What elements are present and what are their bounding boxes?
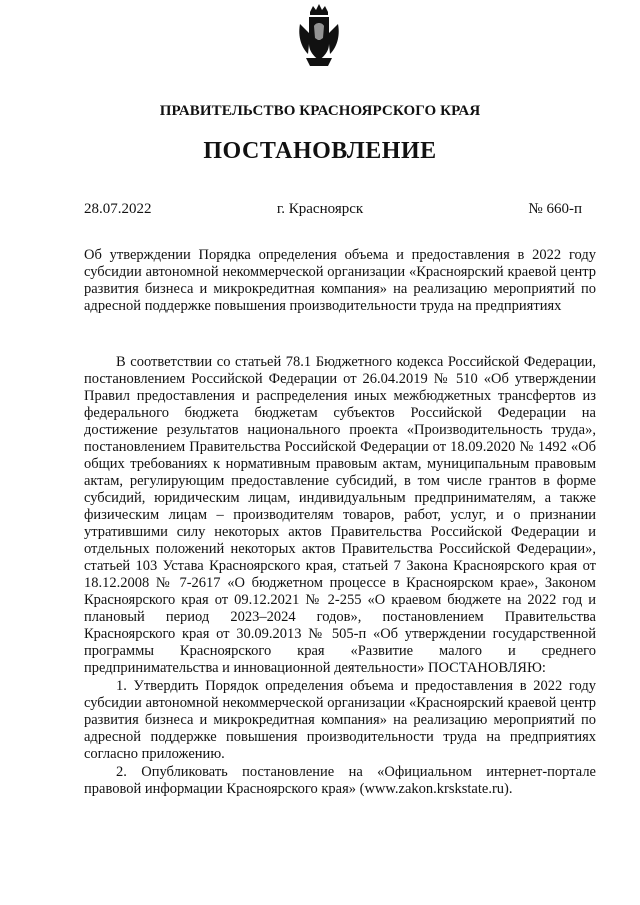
document-date: 28.07.2022 <box>84 201 152 217</box>
document-number: № 660-п <box>528 201 582 217</box>
coat-of-arms-icon <box>296 4 342 68</box>
resolution-item-2: 2. Опубликовать постановление на «Официальном интернет-портале правовой информации Красноярского края» (www.zakon.krskstate.ru). <box>84 764 596 797</box>
preamble-paragraph: В соответствии со статьей 78.1 Бюджетного кодекса Российской Федерации, постановлением Российской Федерации от 26.04.2019 № 510 «Об утверждении Правил предоставления и распределения иных межбюджетных трансфертов из федерального бюджета бюджетам субъектов Российской Федерации на достижение результатов национального проекта «Производительность труда», постановлением Правительства Российской Федерации от 18.09.2020 № 1492 «Об общих требованиях к нормативным правовым актам, муниципальным правовым актам, регулирующим предоставление субсидий, в том числе грантов в форме субсидий, юридическим лицам, индивидуальным предпринимателям, а также физическим лицам – производителям товаров, работ, услуг, и о признании утратившими силу некоторых актов Правительства Российской Федерации и отдельных положений некоторых актов Правительства Российской Федерации», статьей 103 Устава Красноярского края, статьей 7 Закона Красноярского края от 18.12.2008 № 7-2617 «О бюджетном процессе в Красноярском крае», Законом Красноярского края от 09.12.2021 № 2-255 «О краевом бюджете на 2022 год и плановый период 2023–2024 годов», постановлением Правительства Красноярского края от 30.09.2013 № 505-п «Об утверждении государственной программы Красноярского края «Развитие малого и среднего предпринимательства и инновационной деятельности» ПОСТАНОВЛЯЮ: <box>84 354 596 676</box>
document-body <box>84 354 596 798</box>
resolution-item-1: 1. Утвердить Порядок определения объема и предоставления в 2022 году субсидии автономной некоммерческой организации «Красноярский краевой центр развития бизнеса и микрокредитная компания» на реализацию мероприятий по адресной поддержке повышения производительности труда на предприятиях согласно приложению. <box>84 678 596 762</box>
government-title: ПРАВИТЕЛЬСТВО КРАСНОЯРСКОГО КРАЯ <box>159 103 481 119</box>
document-type-title: ПОСТАНОВЛЕНИЕ <box>203 138 437 164</box>
document-city: г. Красноярск <box>276 201 364 217</box>
document-subject: Об утверждении Порядка определения объема и предоставления в 2022 году субсидии автономной некоммерческой организации «Красноярский краевой центр развития бизнеса и микрокредитная компания» на реализацию мероприятий по адресной поддержке повышения производительности труда на предприятиях <box>84 247 596 314</box>
